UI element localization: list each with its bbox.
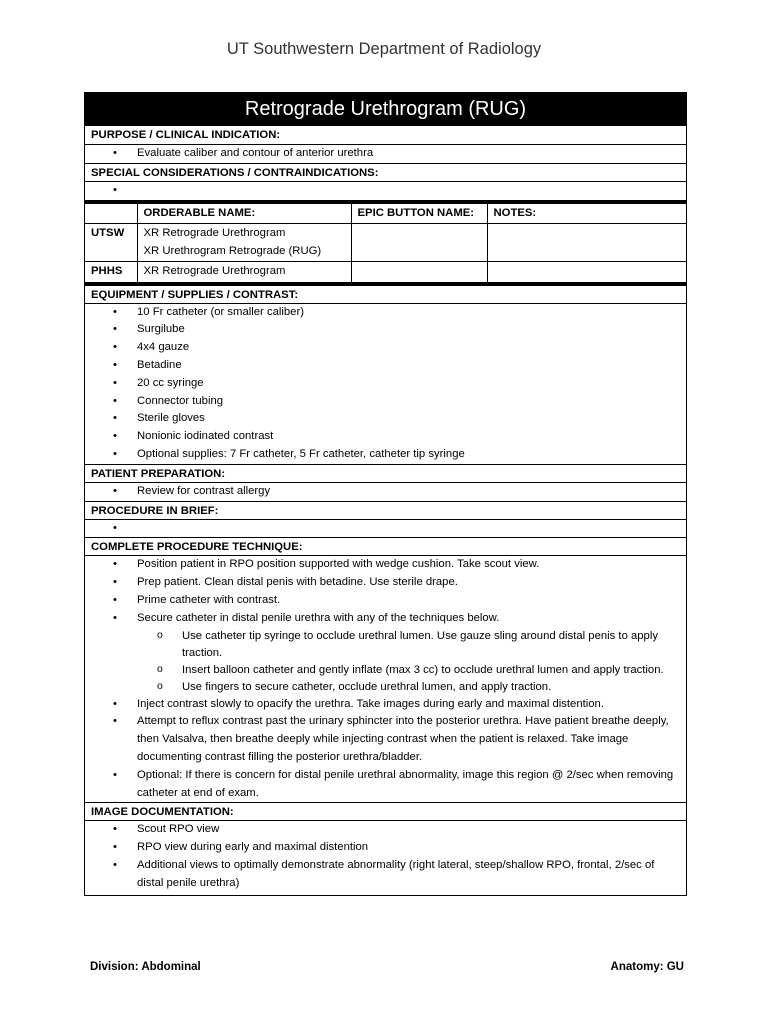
orderable-table: [85, 204, 686, 282]
technique-list: [85, 555, 686, 802]
notes-cell: [487, 262, 686, 282]
list-item: • Sterile gloves: [85, 410, 686, 428]
list-item: • Inject contrast slowly to opacify the urethra. Take images during early and maximal distention.: [85, 696, 680, 714]
site-cell: UTSW: [85, 224, 137, 262]
orderable-name-line: XR Retrograde Urethrogram: [143, 227, 286, 240]
page-header: UT Southwestern Department of Radiology: [226, 40, 542, 58]
division-label: Division: Abdominal: [90, 961, 201, 973]
patient-preparation-heading: PATIENT PREPARATION:: [85, 464, 686, 482]
sub-list-item: o Use catheter tip syringe to occlude urethral lumen. Use gauze sling around distal penis to apply traction.: [85, 628, 680, 662]
list-item: • Prep patient. Clean distal penis with betadine. Use sterile drape.: [85, 574, 680, 592]
orderable-name-cell: [137, 224, 351, 262]
notes-cell: [487, 224, 686, 262]
table-row: [85, 224, 686, 262]
anatomy-label: Anatomy: GU: [610, 961, 684, 973]
notes-header: NOTES:: [487, 204, 686, 224]
table-cell: [85, 204, 137, 224]
list-item: • Evaluate caliber and contour of anterior urethra: [85, 145, 686, 163]
procedure-in-brief-heading: PROCEDURE IN BRIEF:: [85, 501, 686, 519]
epic-button-cell: [351, 262, 487, 282]
image-documentation-heading: IMAGE DOCUMENTATION:: [85, 802, 686, 820]
image-documentation-list: [85, 820, 686, 894]
list-item: • Prime catheter with contrast.: [85, 592, 680, 610]
special-considerations-list: [85, 181, 686, 200]
protocol-document: [84, 92, 687, 896]
procedure-in-brief-list: [85, 519, 686, 538]
list-item: • Connector tubing: [85, 393, 686, 411]
document-title: Retrograde Urethrogram (RUG): [85, 93, 686, 126]
list-item: • Optional supplies: 7 Fr catheter, 5 Fr catheter, catheter tip syringe: [85, 446, 686, 464]
purpose-heading: PURPOSE / CLINICAL INDICATION:: [91, 129, 281, 141]
table-header-row: [85, 204, 686, 224]
list-item: • Optional: If there is concern for distal penile urethral abnormality, image this region @ 2/sec when removing catheter at end of exam.: [85, 767, 680, 803]
purpose-list: [85, 144, 686, 163]
list-item: • 4x4 gauze: [85, 339, 686, 357]
list-item: • Scout RPO view: [85, 821, 680, 839]
special-considerations-heading: SPECIAL CONSIDERATIONS / CONTRAINDICATIONS:: [85, 163, 686, 181]
list-item: • 20 cc syringe: [85, 375, 686, 393]
list-item: • 10 Fr catheter (or smaller caliber): [85, 304, 686, 322]
list-item: [85, 182, 686, 200]
list-item: • Additional views to optimally demonstrate abnormality (right lateral, steep/shallow RPO, frontal, 2/sec of distal penile urethra): [85, 857, 680, 893]
list-item: • Surgilube: [85, 321, 686, 339]
sub-list-item: o Insert balloon catheter and gently inflate (max 3 cc) to occlude urethral lumen and apply traction.: [85, 662, 680, 679]
epic-button-name-header: EPIC BUTTON NAME:: [351, 204, 487, 224]
list-item: • Position patient in RPO position supported with wedge cushion. Take scout view.: [85, 556, 680, 574]
list-item: • Attempt to reflux contrast past the urinary sphincter into the posterior urethra. Have patient breathe deeply, then Valsalva, then breathe deeply while injecting contrast when the patient is relaxed. Take image documenting contrast filling the posterior urethra/bladder.: [85, 713, 680, 766]
list-item: • Review for contrast allergy: [85, 483, 686, 501]
list-item: • Betadine: [85, 357, 686, 375]
equipment-heading: EQUIPMENT / SUPPLIES / CONTRAST:: [85, 282, 686, 303]
epic-button-cell: [351, 224, 487, 262]
orderable-name-line: XR Urethrogram Retrograde (RUG): [143, 244, 322, 257]
patient-preparation-list: [85, 482, 686, 501]
orderable-name-header: ORDERABLE NAME:: [137, 204, 351, 224]
site-cell: PHHS: [85, 262, 137, 282]
table-row: [85, 262, 686, 282]
equipment-list: [85, 303, 686, 464]
technique-heading: COMPLETE PROCEDURE TECHNIQUE:: [85, 537, 686, 555]
list-item: • RPO view during early and maximal distention: [85, 839, 680, 857]
list-item: • Nonionic iodinated contrast: [85, 428, 686, 446]
orderable-name-cell: XR Retrograde Urethrogram: [137, 262, 351, 282]
list-item: • Secure catheter in distal penile urethra with any of the techniques below.: [85, 610, 680, 628]
list-item: [85, 520, 686, 538]
sub-list-item: o Use fingers to secure catheter, occlude urethral lumen, and apply traction.: [85, 679, 680, 696]
orderable-table-wrap: [85, 200, 686, 282]
